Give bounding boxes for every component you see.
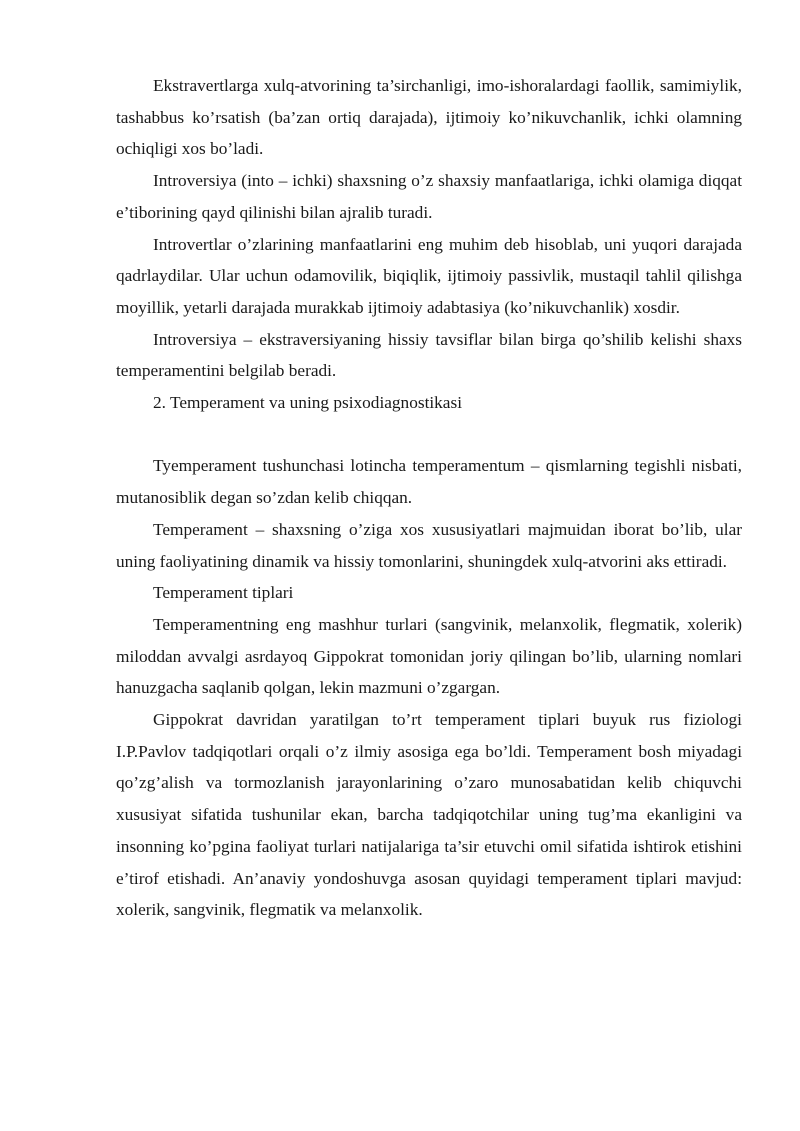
paragraph-hippocrates: Temperamentning eng mashhur turlari (sangvinik, melanxolik, flegmatik, xolerik) miloddan avvalgi asrdayoq Gippokrat tomonidan joriy qilingan bo’lib, ularning nomlari hanuzgacha saqlanib qolgan, lekin mazmuni o’zgargan. — [116, 614, 742, 698]
paragraph-temperament-determination: Introversiya – ekstraversiyaning hissiy tavsiflar bilan birga qo’shilib kelishi shaxs temperamentini belgilab beradi. — [116, 329, 742, 381]
paragraph-extraverts: Ekstravertlarga xulq-atvorining ta’sirchanligi, imo-ishoralardagi faollik, samimiylik, tashabbus ko’rsatish (ba’zan ortiq darajada), ijtimoiy ko’nikuvchanlik, ichki olamning ochiqligi xos bo’ladi. — [116, 76, 742, 159]
paragraph-temperament-etymology: Tyemperament tushunchasi lotincha temperamentum – qismlarning tegishli nisbati, mutanosiblik degan so’zdan kelib chiqqan. — [116, 456, 742, 508]
blank-line — [116, 419, 742, 451]
section-heading: 2. Temperament va uning psixodiagnostikasi — [153, 393, 463, 413]
paragraph-introversion-definition: Introversiya (into – ichki) shaxsning o’z shaxsiy manfaatlariga, ichki olamiga diqqat e’tiborining qayd qilinishi bilan ajralib turadi. — [116, 171, 742, 222]
paragraph-introverts: Introvertlar o’zlarining manfaatlarini eng muhim deb hisoblab, uni yuqori darajada qadrlaydilar. Ular uchun odamovilik, biqiqlik, ijtimoiy passivlik, mustaqil tahlil qilishga moyillik, yetarli darajada murakkab ijtimoiy adabtasiya (ko’nikuvchanlik) xosdir. — [116, 234, 742, 317]
subheading-temperament-types: Temperament tiplari — [153, 583, 294, 603]
paragraph-temperament-definition: Temperament – shaxsning o’ziga xos xususiyatlari majmuidan iborat bo’lib, ular uning faoliyatining dinamik va hissiy tomonlarini, shuningdek xulq-atvorini aks ettiradi. — [116, 519, 742, 571]
paragraph-pavlov: Gippokrat davridan yaratilgan to’rt temperament tiplari buyuk rus fiziologi I.P.Pavlov tadqiqotlari orqali o’z ilmiy asosiga ega bo’ldi. Temperament bosh miyadagi qo’zg’alish va tormozlanish jarayonlarining o’zaro munosabatidan kelib chiquvchi xususiyat sifatida tushunilar ekan, barcha tadqiqotchilar uning tug’ma ekanligini va insonning ko’pgina faoliyat turlari natijalariga ta’sir etuvchi omil sifatida ishtirok etishini e’tirof etishadi. An’anaviy yondoshuvga asosan quyidagi temperament tiplari mavjud: xolerik, sangvinik, flegmatik va melanxolik. — [116, 710, 742, 920]
document-body — [116, 70, 742, 926]
